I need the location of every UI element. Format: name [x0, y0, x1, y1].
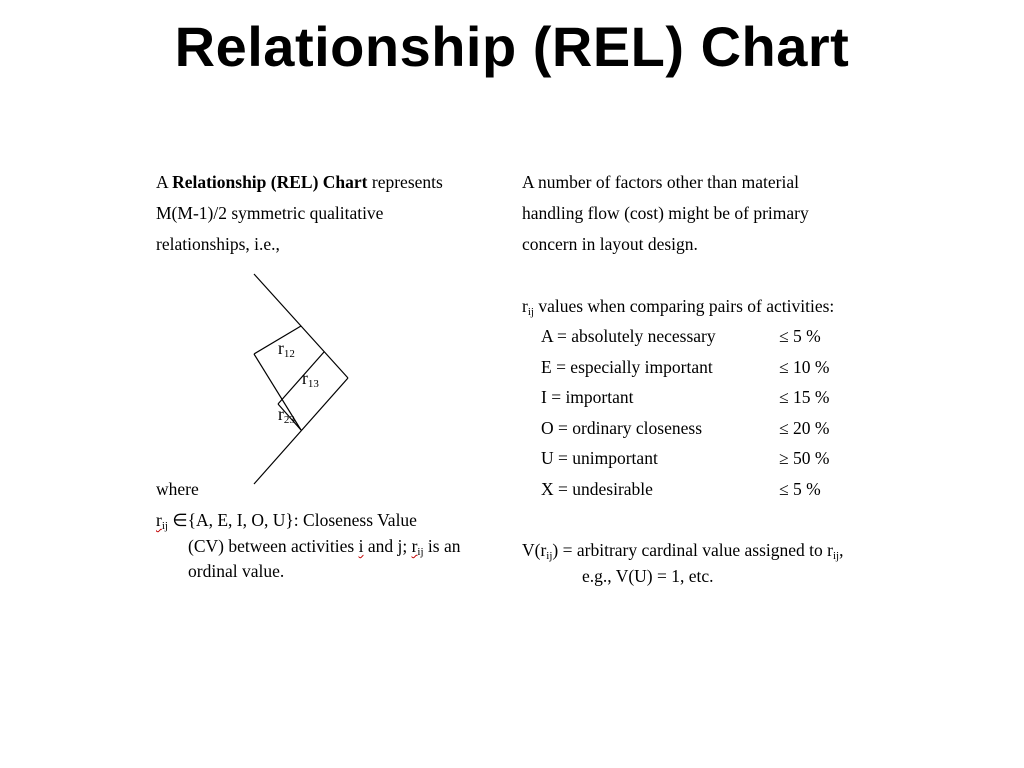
rij-symbol: $r_{ij}$ [156, 510, 168, 532]
value-label-o: O = ordinary closeness [541, 418, 703, 438]
intro-line-3: relationships, i.e., [156, 234, 280, 254]
value-bound-i: ≤ 15 % [779, 387, 830, 407]
intro-line-1 [156, 174, 443, 192]
cell-r23 [278, 406, 295, 424]
value-label-i: I = important [541, 387, 634, 407]
value-label-e: E = especially important [541, 357, 713, 377]
value-bound-u: ≥ 50 % [779, 448, 830, 468]
value-label-a: A = absolutely necessary [541, 326, 716, 346]
where-label: where [156, 479, 199, 499]
value-label-x: X = undesirable [541, 479, 653, 499]
cell-r13-symbol: r [302, 368, 308, 388]
value-label-u: U = unimportant [541, 448, 658, 468]
cell-r12-symbol: r [278, 338, 284, 358]
intro-suffix: represents [367, 172, 443, 192]
intro-prefix: A [156, 172, 173, 192]
factors-line-1: A number of factors other than material [522, 172, 799, 192]
cell-r13 [302, 370, 319, 388]
cardinal-value-line-2: e.g., V(U) = 1, etc. [582, 566, 714, 586]
value-bound-e: ≤ 10 % [779, 357, 830, 377]
slide-title: Relationship (REL) Chart [174, 15, 850, 78]
intro-line-2: M(M-1)/2 symmetric qualitative [156, 203, 384, 223]
rij-definition-line-2: (CV) between activities i and j; $r_{ij}$ is an [188, 536, 461, 558]
rel-chart-term: Relationship (REL) Chart [172, 172, 368, 192]
cell-r23-sub: 23 [283, 414, 295, 426]
rel-diagram-lines [240, 272, 360, 490]
cell-r12 [278, 340, 295, 358]
rij-values-heading: $r_{ij}$ values when comparing pairs of activities: [522, 296, 835, 318]
value-bound-a: ≤ 5 % [779, 326, 821, 346]
cell-r13-sub: 13 [307, 378, 319, 390]
rij-definition-line-3: ordinal value. [188, 561, 285, 581]
value-bound-o: ≤ 20 % [779, 418, 830, 438]
cell-r23-symbol: r [278, 404, 284, 424]
cardinal-value-line-1: $V(r_{ij})$ = arbitrary cardinal value assigned to $r_{ij}$, [522, 540, 844, 562]
closeness-set: ∈{A, E, I, O, U}: Closeness Value [167, 510, 417, 530]
value-bound-x: ≤ 5 % [779, 479, 821, 499]
factors-line-2: handling flow (cost) might be of primary [522, 203, 809, 223]
factors-line-3: concern in layout design. [522, 234, 698, 254]
rij-definition-line-1 [156, 512, 417, 530]
cell-r12-sub: 12 [283, 348, 295, 360]
